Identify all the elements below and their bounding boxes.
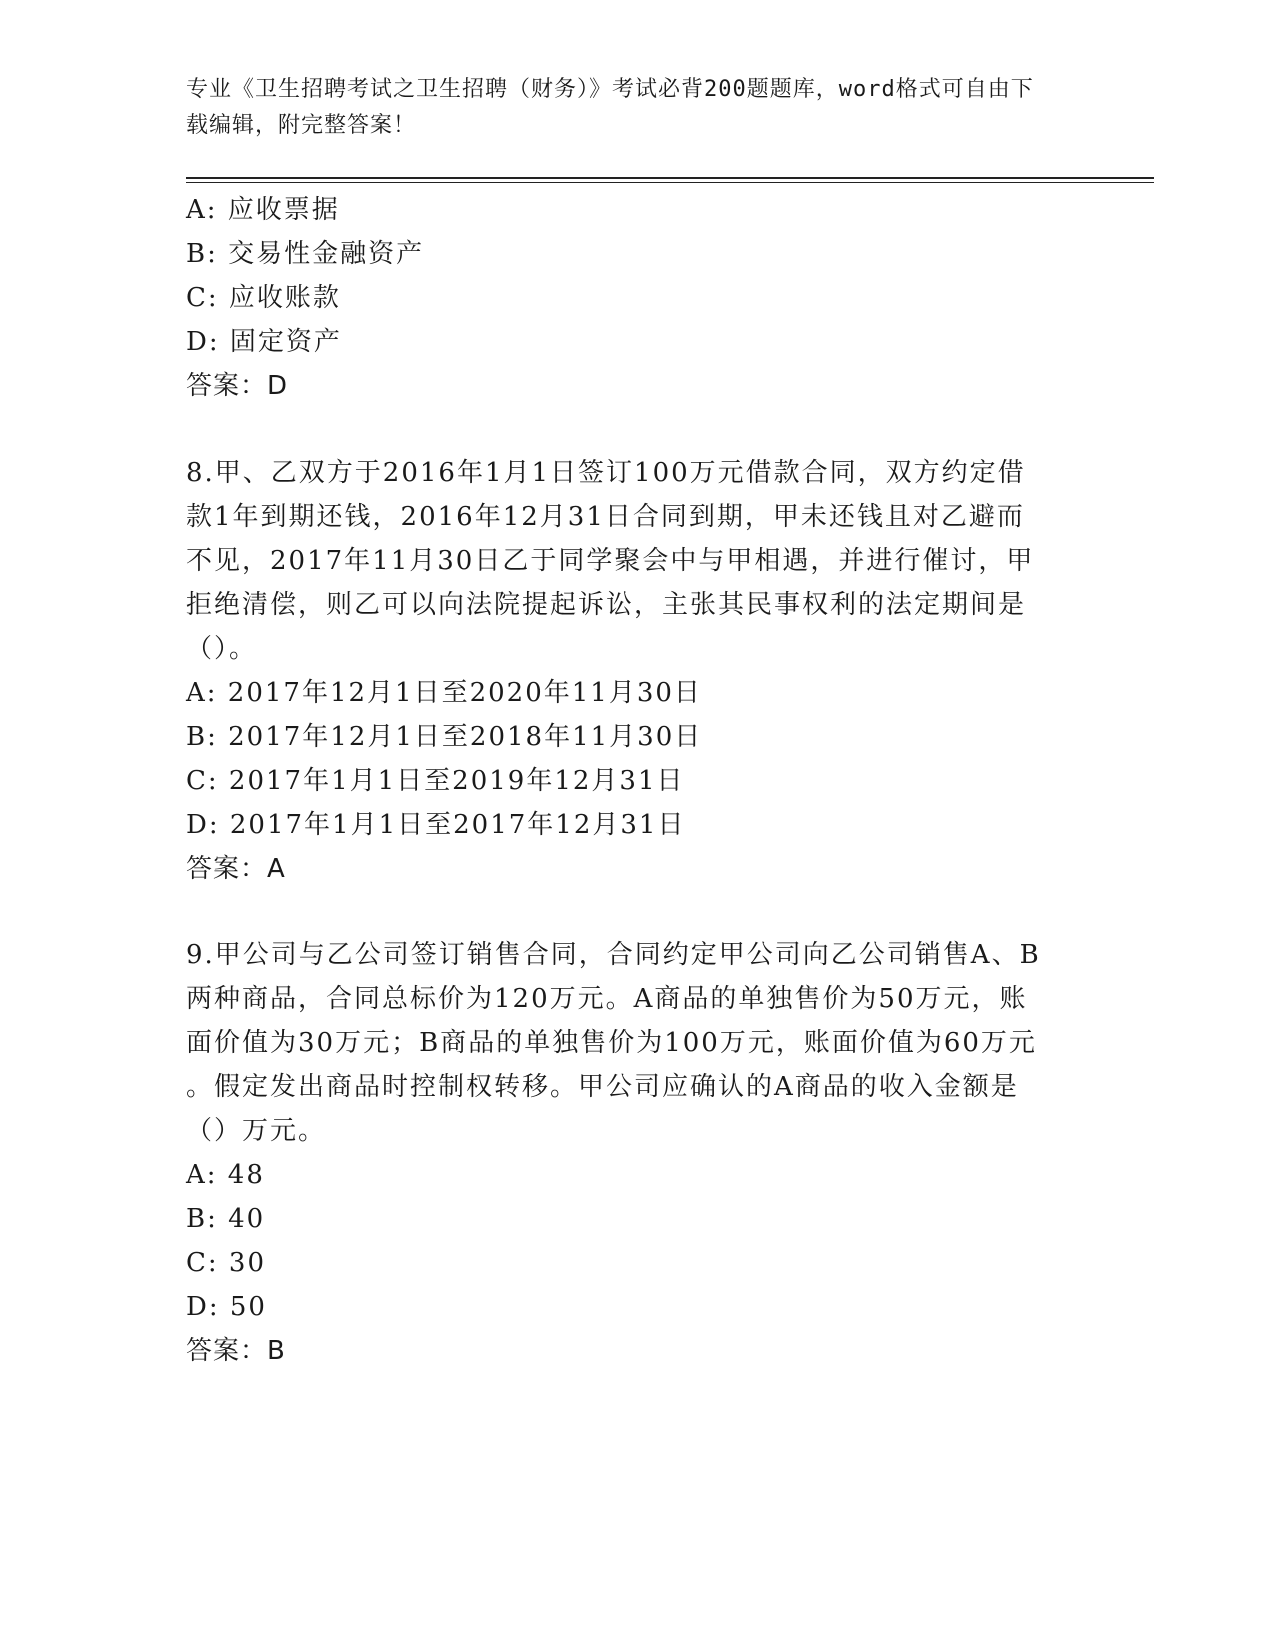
q8-answer: 答案：A bbox=[186, 854, 286, 884]
header-divider-thick bbox=[186, 177, 1154, 179]
q7-answer: 答案：D bbox=[186, 371, 289, 401]
q8-option-c: C: 2017年1月1日至2019年12月31日 bbox=[186, 766, 685, 796]
q7-option-b: B: 交易性金融资产 bbox=[186, 239, 425, 269]
q9-stem-line-3: 面价值为30万元；B商品的单独售价为100万元，账面价值为60万元 bbox=[186, 1028, 1037, 1058]
q8-stem-line-1: 8.甲、乙双方于2016年1月1日签订100万元借款合同，双方约定借 bbox=[186, 458, 1026, 488]
q8-option-d: D: 2017年1月1日至2017年12月31日 bbox=[186, 810, 686, 840]
q9-stem-line-4: 。假定发出商品时控制权转移。甲公司应确认的A商品的收入金额是 bbox=[186, 1072, 1019, 1102]
q9-option-b: B: 40 bbox=[186, 1204, 266, 1234]
q9-option-c: C: 30 bbox=[186, 1248, 267, 1278]
q7-option-a: A: 应收票据 bbox=[186, 195, 340, 225]
q8-option-a: A: 2017年12月1日至2020年11月30日 bbox=[186, 678, 702, 708]
q8-stem-line-5: （）。 bbox=[186, 634, 258, 664]
q8-stem-line-3: 不见，2017年11月30日乙于同学聚会中与甲相遇，并进行催讨，甲 bbox=[186, 546, 1035, 576]
q7-option-c: C: 应收账款 bbox=[186, 283, 341, 313]
q8-stem-line-2: 款1年到期还钱，2016年12月31日合同到期，甲未还钱且对乙避而 bbox=[186, 502, 1025, 532]
q9-option-a: A: 48 bbox=[186, 1160, 265, 1190]
q9-option-d: D: 50 bbox=[186, 1292, 267, 1322]
q9-stem-line-1: 9.甲公司与乙公司签订销售合同，合同约定甲公司向乙公司销售A、B bbox=[186, 940, 1041, 970]
q9-answer: 答案：B bbox=[186, 1336, 286, 1366]
q8-option-b: B: 2017年12月1日至2018年11月30日 bbox=[186, 722, 703, 752]
q7-option-d: D: 固定资产 bbox=[186, 327, 342, 357]
q9-stem-line-2: 两种商品，合同总标价为120万元。A商品的单独售价为50万元，账 bbox=[186, 984, 1028, 1014]
header-divider-thin bbox=[186, 182, 1154, 183]
q8-stem-line-4: 拒绝清偿，则乙可以向法院提起诉讼，主张其民事权利的法定期间是 bbox=[186, 590, 1027, 620]
document-header-title: 专业《卫生招聘考试之卫生招聘（财务）》考试必背200题题库，word格式可自由下载编辑，附完整答案！ bbox=[186, 77, 1034, 138]
q9-stem-line-5: （）万元。 bbox=[186, 1116, 327, 1146]
